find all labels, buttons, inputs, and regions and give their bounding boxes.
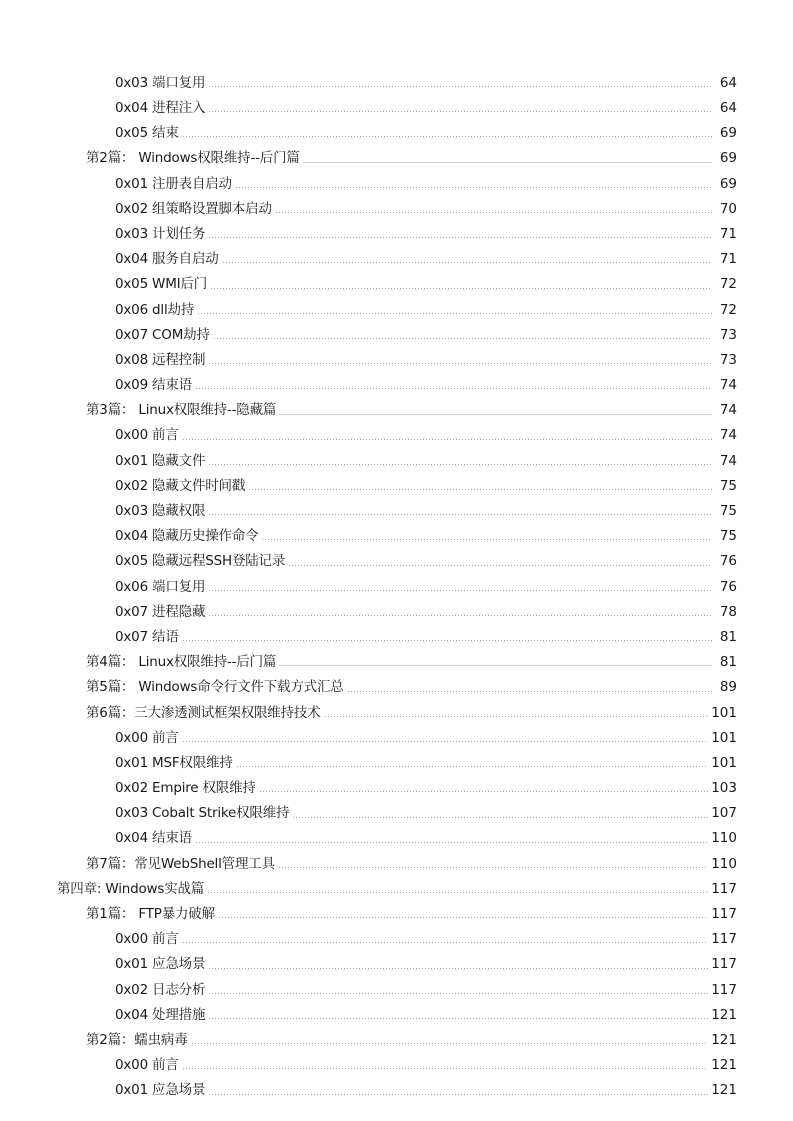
toc-entry-title: 0x04 服务自启动 xyxy=(115,251,219,268)
toc-entry[interactable] xyxy=(0,801,793,826)
toc-entry-title: 0x00 前言 xyxy=(115,729,179,746)
toc-dot-leader xyxy=(235,187,712,188)
toc-dot-leader xyxy=(292,817,708,818)
toc-dot-leader xyxy=(324,716,709,717)
toc-dot-leader xyxy=(182,136,712,137)
toc-entry-title: 0x02 日志分析 xyxy=(115,981,206,998)
toc-entry-page-number: 81 xyxy=(719,654,737,671)
toc-entry[interactable] xyxy=(0,474,793,499)
toc-dot-leader xyxy=(208,237,712,238)
toc-entry-page-number: 121 xyxy=(711,1006,737,1023)
toc-entry-page-number: 121 xyxy=(711,1057,737,1074)
toc-entry[interactable] xyxy=(0,348,793,373)
toc-entry-page-number: 76 xyxy=(719,553,737,570)
toc-entry-title: 第2篇：蠕虫病毒 xyxy=(86,1031,188,1048)
toc-entry[interactable] xyxy=(0,247,793,272)
toc-entry[interactable] xyxy=(0,424,793,449)
toc-entry[interactable] xyxy=(0,222,793,247)
toc-entry-title: 0x04 处理措施 xyxy=(115,1006,206,1023)
toc-entry-page-number: 73 xyxy=(719,351,737,368)
toc-dot-leader xyxy=(195,388,712,389)
toc-entry-page-number: 69 xyxy=(719,125,737,142)
toc-entry-page-number: 89 xyxy=(719,679,737,696)
toc-entry-page-number: 72 xyxy=(719,301,737,318)
toc-dot-leader xyxy=(248,489,712,490)
toc-entry-page-number: 74 xyxy=(719,402,737,419)
toc-entry-page-number: 74 xyxy=(719,377,737,394)
toc-entry-title: 0x03 计划任务 xyxy=(115,225,206,242)
toc-entry-page-number: 69 xyxy=(719,175,737,192)
toc-entry-title: 0x04 进程注入 xyxy=(115,100,206,117)
toc-entry[interactable] xyxy=(0,273,793,298)
toc-entry-title: 0x01 MSF权限维持 xyxy=(115,754,233,771)
toc-entry[interactable] xyxy=(0,71,793,96)
toc-entry-page-number: 69 xyxy=(719,150,737,167)
toc-dot-leader xyxy=(208,363,712,364)
toc-dot-leader xyxy=(275,212,712,213)
toc-entry-title: 第6篇：三大渗透测试框架权限维持技术 xyxy=(86,704,321,721)
toc-entry[interactable] xyxy=(0,323,793,348)
toc-entry[interactable] xyxy=(0,96,793,121)
toc-dot-leader xyxy=(208,590,712,591)
toc-entry[interactable] xyxy=(0,776,793,801)
toc-dot-leader xyxy=(259,791,709,792)
toc-entry[interactable] xyxy=(0,701,793,726)
toc-dot-leader xyxy=(236,766,709,767)
toc-dot-leader xyxy=(213,338,712,339)
toc-entry-page-number: 81 xyxy=(719,628,737,645)
toc-entry-page-number: 73 xyxy=(719,326,737,343)
toc-dot-leader xyxy=(195,842,708,843)
toc-entry-title: 第3篇： Linux权限维持--隐藏篇 xyxy=(86,402,277,419)
toc-dot-leader xyxy=(182,1068,709,1069)
toc-entry-title: 0x02 隐藏文件时间戳 xyxy=(115,477,246,494)
toc-entry-page-number: 103 xyxy=(711,780,737,797)
toc-entry-title: 0x07 结语 xyxy=(115,628,179,645)
toc-entry-page-number: 71 xyxy=(719,251,737,268)
toc-dot-leader xyxy=(208,514,712,515)
toc-dot-leader xyxy=(303,162,712,163)
toc-entry-page-number: 107 xyxy=(711,805,737,822)
toc-entry[interactable] xyxy=(0,726,793,751)
toc-dot-leader xyxy=(197,313,712,314)
toc-entry[interactable] xyxy=(0,172,793,197)
toc-entry-page-number: 110 xyxy=(711,855,737,872)
toc-dot-leader xyxy=(191,1043,709,1044)
toc-entry-page-number: 101 xyxy=(711,704,737,721)
toc-entry-title: 0x00 前言 xyxy=(115,931,179,948)
toc-entry[interactable] xyxy=(0,978,793,1003)
toc-dot-leader xyxy=(261,539,712,540)
toc-entry-title: 0x02 组策略设置脚本启动 xyxy=(115,200,272,217)
toc-entry[interactable] xyxy=(0,1079,793,1104)
toc-dot-leader xyxy=(182,640,712,641)
toc-entry-page-number: 117 xyxy=(711,880,737,897)
toc-entry-title: 0x00 前言 xyxy=(115,1057,179,1074)
toc-entry[interactable] xyxy=(0,650,793,675)
toc-entry-page-number: 117 xyxy=(711,956,737,973)
toc-entry-title: 第1篇： FTP暴力破解 xyxy=(86,906,215,923)
toc-entry[interactable] xyxy=(0,676,793,701)
toc-entry-title: 0x04 结束语 xyxy=(115,830,192,847)
toc-entry[interactable] xyxy=(0,298,793,323)
toc-entry[interactable] xyxy=(0,499,793,524)
toc-dot-leader xyxy=(208,615,712,616)
toc-entry-page-number: 110 xyxy=(711,830,737,847)
toc-entry[interactable] xyxy=(0,953,793,978)
toc-dot-leader xyxy=(208,968,708,969)
toc-dot-leader xyxy=(182,942,709,943)
toc-entry[interactable] xyxy=(0,1028,793,1053)
toc-entry-page-number: 75 xyxy=(719,528,737,545)
toc-entry[interactable] xyxy=(0,902,793,927)
toc-entry-title: 0x01 隐藏文件 xyxy=(115,452,206,469)
toc-entry-title: 0x01 应急场景 xyxy=(115,956,206,973)
toc-dot-leader xyxy=(208,111,712,112)
toc-entry-title: 0x07 进程隐藏 xyxy=(115,603,206,620)
toc-entry-page-number: 71 xyxy=(719,225,737,242)
toc-dot-leader xyxy=(182,741,709,742)
toc-entry-title: 0x04 隐藏历史操作命令 xyxy=(115,528,259,545)
toc-entry[interactable] xyxy=(0,877,793,902)
toc-entry[interactable] xyxy=(0,449,793,474)
toc-entry-title: 0x05 WMI后门 xyxy=(115,276,208,293)
toc-entry[interactable] xyxy=(0,147,793,172)
toc-dot-leader xyxy=(182,439,712,440)
toc-entry-title: 0x05 结束 xyxy=(115,125,179,142)
toc-entry-title: 0x01 注册表自启动 xyxy=(115,175,232,192)
toc-entry-page-number: 75 xyxy=(719,477,737,494)
toc-dot-leader xyxy=(222,262,712,263)
toc-entry[interactable] xyxy=(0,1053,793,1078)
toc-entry-page-number: 101 xyxy=(711,729,737,746)
toc-dot-leader xyxy=(208,464,712,465)
toc-entry-title: 0x03 端口复用 xyxy=(115,74,206,91)
toc-entry-page-number: 101 xyxy=(711,754,737,771)
toc-entry-title: 第5篇： Windows命令行文件下载方式汇总 xyxy=(86,679,344,696)
toc-entry[interactable] xyxy=(0,600,793,625)
toc-entry-page-number: 64 xyxy=(719,100,737,117)
toc-entry-title: 0x09 结束语 xyxy=(115,377,192,394)
toc-dot-leader xyxy=(279,414,712,415)
toc-entry[interactable] xyxy=(0,550,793,575)
toc-entry-page-number: 70 xyxy=(719,200,737,217)
table-of-contents xyxy=(0,71,793,1104)
toc-entry-title: 0x03 Cobalt Strike权限维持 xyxy=(115,805,290,822)
toc-entry-page-number: 75 xyxy=(719,503,737,520)
toc-dot-leader xyxy=(208,86,712,87)
toc-entry[interactable] xyxy=(0,927,793,952)
toc-entry-title: 0x01 应急场景 xyxy=(115,1082,206,1099)
toc-entry-title: 第四章: Windows实战篇 xyxy=(57,880,205,897)
toc-entry-page-number: 72 xyxy=(719,276,737,293)
toc-entry-title: 第4篇： Linux权限维持--后门篇 xyxy=(86,654,277,671)
toc-entry-page-number: 74 xyxy=(719,427,737,444)
toc-entry-title: 第2篇： Windows权限维持--后门篇 xyxy=(86,150,300,167)
toc-entry[interactable] xyxy=(0,197,793,222)
toc-entry-title: 0x06 dll劫持 xyxy=(115,301,195,318)
toc-dot-leader xyxy=(210,288,712,289)
toc-dot-leader xyxy=(278,867,708,868)
toc-entry-title: 第7篇：常见WebShell管理工具 xyxy=(86,855,275,872)
toc-entry-title: 0x05 隐藏远程SSH登陆记录 xyxy=(115,553,286,570)
toc-dot-leader xyxy=(208,993,708,994)
toc-entry[interactable] xyxy=(0,751,793,776)
toc-entry-page-number: 117 xyxy=(711,906,737,923)
toc-entry-page-number: 78 xyxy=(719,603,737,620)
toc-entry-title: 0x06 端口复用 xyxy=(115,578,206,595)
toc-dot-leader xyxy=(279,665,712,666)
toc-entry-page-number: 76 xyxy=(719,578,737,595)
toc-entry-page-number: 117 xyxy=(711,981,737,998)
toc-entry-title: 0x03 隐藏权限 xyxy=(115,503,206,520)
toc-entry[interactable] xyxy=(0,121,793,146)
toc-entry-page-number: 74 xyxy=(719,452,737,469)
toc-entry-page-number: 121 xyxy=(711,1082,737,1099)
toc-dot-leader xyxy=(288,565,712,566)
toc-entry[interactable] xyxy=(0,1003,793,1028)
toc-dot-leader xyxy=(208,1094,708,1095)
toc-entry[interactable] xyxy=(0,524,793,549)
toc-entry[interactable] xyxy=(0,398,793,423)
toc-dot-leader xyxy=(347,691,712,692)
toc-dot-leader xyxy=(207,892,708,893)
toc-entry[interactable] xyxy=(0,625,793,650)
toc-entry-title: 0x02 Empire 权限维持 xyxy=(115,780,256,797)
toc-dot-leader xyxy=(208,1018,708,1019)
toc-entry-title: 0x00 前言 xyxy=(115,427,179,444)
toc-entry[interactable] xyxy=(0,827,793,852)
toc-entry-page-number: 117 xyxy=(711,931,737,948)
toc-entry-title: 0x07 COM劫持 xyxy=(115,326,210,343)
toc-entry-title: 0x08 远程控制 xyxy=(115,351,206,368)
toc-entry[interactable] xyxy=(0,575,793,600)
toc-entry[interactable] xyxy=(0,373,793,398)
toc-dot-leader xyxy=(218,917,708,918)
toc-entry-page-number: 121 xyxy=(711,1031,737,1048)
toc-entry-page-number: 64 xyxy=(719,74,737,91)
toc-entry[interactable] xyxy=(0,852,793,877)
